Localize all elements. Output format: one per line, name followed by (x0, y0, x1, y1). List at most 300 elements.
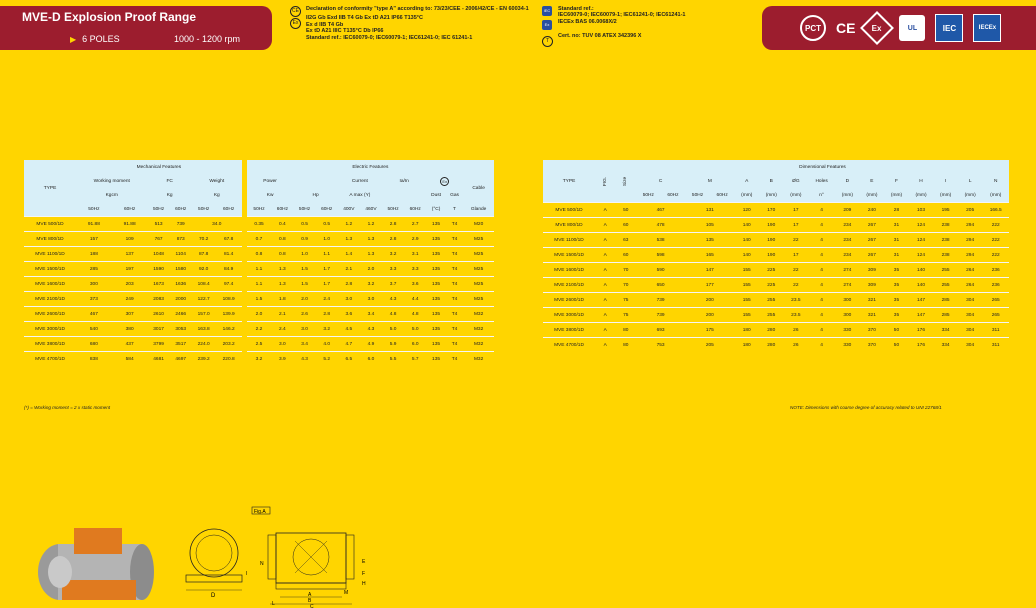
table-cell: 538 (636, 233, 685, 248)
table-cell: 1.2 (338, 217, 360, 232)
table-cell: 2.0 (293, 292, 315, 307)
table-cell: 249 (112, 292, 148, 307)
side-view-cap-right (346, 535, 354, 579)
table-cell: 188 (76, 247, 112, 262)
col-dim-4: ØG (784, 174, 809, 188)
col-fc: FC (148, 174, 192, 188)
table-cell: T4 (446, 232, 463, 247)
table-cell: T4 (446, 307, 463, 322)
table-cell: 1.3 (271, 262, 293, 277)
col-power-kw: Power (244, 174, 293, 188)
col-dim-11: L (958, 174, 983, 188)
table-cell: 166.5 (982, 203, 1009, 218)
table-cell: 190 (759, 233, 784, 248)
table-cell: 0.4 (271, 217, 293, 232)
table-cell: A (595, 263, 615, 278)
table-cell: 70 (615, 278, 636, 293)
table-cell: 3.2 (382, 247, 404, 262)
unit-dim-7: (mm) (860, 188, 885, 203)
cert-left-line: Ex d IIB T4 Gb (306, 21, 344, 28)
table-cell: 3017 (148, 322, 170, 337)
col-dim-5: Holes (808, 174, 835, 188)
terminal-box (74, 528, 122, 554)
table-cell: 81.4 (216, 247, 245, 262)
table-cell: 140 (734, 248, 759, 263)
unit-glande: Glande (463, 202, 494, 217)
table-cell: 380 (112, 322, 148, 337)
table-cell: 437 (112, 337, 148, 352)
table-cell: 3.0 (338, 292, 360, 307)
table-cell: 238 (933, 218, 958, 233)
table-cell: 140 (734, 218, 759, 233)
table-cell: 5.2 (316, 352, 338, 367)
table-cell: 2000 (170, 292, 192, 307)
table-cell: 147 (685, 263, 734, 278)
table-row (24, 352, 494, 367)
table-cell: 311 (982, 338, 1009, 353)
table-cell: 205 (685, 338, 734, 353)
table-row (24, 217, 494, 232)
col-working-moment: Working moment (76, 174, 148, 188)
iec-icon: IEC (542, 6, 552, 16)
cert-mid-line: Cert. no: TUV 08 ATEX 342396 X (558, 33, 642, 40)
table-cell: 222 (982, 218, 1009, 233)
table-cell: 584 (112, 352, 148, 367)
table-cell: 3517 (170, 337, 192, 352)
table-cell: 234 (835, 233, 860, 248)
table-cell: 4.3 (360, 322, 382, 337)
size-label: Size (623, 176, 629, 186)
dimensional-table (543, 160, 1009, 352)
table-cell: 373 (76, 292, 112, 307)
dim-label-d: D (211, 593, 216, 599)
col-cable: Cable (463, 174, 494, 202)
table-cell: 540 (76, 322, 112, 337)
table-row (24, 277, 494, 292)
unit-hp: Hp (293, 188, 337, 202)
table-row (543, 218, 1009, 233)
ex-logo-text: Ex (872, 23, 883, 33)
hz-label: 50Hz (382, 202, 404, 217)
type-cell: MVE 500/1D (543, 203, 595, 218)
table-cell: 22 (784, 263, 809, 278)
type-cell: MVE 4700/1D (543, 338, 595, 353)
table-cell: 140 (909, 278, 934, 293)
electric-mechanical-table (24, 160, 494, 366)
type-cell: MVE 800/1D (24, 232, 76, 247)
table-cell: 203.2 (216, 337, 245, 352)
table-cell: 92.0 (192, 262, 216, 277)
table-cell: 2.2 (244, 322, 271, 337)
type-cell: MVE 2600/1D (543, 293, 595, 308)
table-cell: 135 (426, 277, 446, 292)
unit-iain-blank (382, 188, 426, 202)
table-cell: 80 (615, 338, 636, 353)
table-cell: 3.7 (382, 277, 404, 292)
table-cell: 234 (835, 248, 860, 263)
table-cell: 140 (909, 263, 934, 278)
table-cell: 147 (909, 293, 934, 308)
table-cell: 135 (685, 233, 734, 248)
table-cell: 1.5 (244, 292, 271, 307)
technical-drawing (180, 505, 380, 608)
table-cell: 203 (112, 277, 148, 292)
table-cell: 2.9 (404, 232, 426, 247)
table-cell: 294 (958, 248, 983, 263)
table-cell: 157 (76, 232, 112, 247)
unit-dim-4: (mm) (784, 188, 809, 203)
table-cell: 222 (982, 233, 1009, 248)
table-cell: M32 (463, 337, 494, 352)
col-dim-1: M (685, 174, 734, 188)
hz-label: 60Hz (316, 202, 338, 217)
table-cell: 137 (112, 247, 148, 262)
dim-label-e: E (362, 559, 366, 565)
table-cell: 0.9 (293, 232, 315, 247)
table-cell: A (595, 233, 615, 248)
hz-label: 60Hz (661, 188, 686, 203)
front-view-inner (196, 535, 232, 571)
table-cell: T4 (446, 247, 463, 262)
table-cell: 236 (982, 278, 1009, 293)
table-cell: 75 (615, 293, 636, 308)
unit-dim-11: (mm) (958, 188, 983, 203)
table-cell: 205 (958, 203, 983, 218)
table-cell: 91.88 (76, 217, 112, 232)
cert-left-line: Ex tD A21 IIIC T135°C Db IP66 (306, 28, 384, 35)
table-cell: 4.3 (293, 352, 315, 367)
table-cell: 222 (982, 248, 1009, 263)
col-ex (426, 174, 463, 188)
table-cell: M25 (463, 247, 494, 262)
table-cell: 2.6 (293, 307, 315, 322)
table-cell: 304 (958, 338, 983, 353)
table-cell: 31 (884, 218, 909, 233)
table-cell: 67.8 (216, 232, 245, 247)
table-cell: 155 (734, 263, 759, 278)
table-cell: 109 (112, 232, 148, 247)
table-cell: 165 (685, 248, 734, 263)
table-cell: 1104 (170, 247, 192, 262)
table-cell: 31 (884, 248, 909, 263)
col-dim-2: A (734, 174, 759, 188)
hz-label: 60Hz (710, 188, 735, 203)
cert-left-line: Declaration of conformity "type A" according to: 73/23/CEE - 2006/42/CE - EN 60034-1 (306, 6, 529, 12)
table-cell: M32 (463, 322, 494, 337)
table-cell: M25 (463, 292, 494, 307)
table-cell: 1590 (148, 262, 170, 277)
table-cell: 4.4 (404, 292, 426, 307)
table-cell: 176 (909, 338, 934, 353)
type-cell: MVE 1100/1D (24, 247, 76, 262)
table-cell: 4.3 (382, 292, 404, 307)
table-cell: 22 (784, 278, 809, 293)
table-cell: 195 (933, 203, 958, 218)
table-cell: 2.8 (338, 277, 360, 292)
table-cell: 177 (685, 278, 734, 293)
table-cell: 70.2 (192, 232, 216, 247)
table-cell: 31 (884, 233, 909, 248)
type-cell: MVE 3800/1D (24, 337, 76, 352)
table-cell: 265 (982, 308, 1009, 323)
type-cell: MVE 1600/1D (543, 263, 595, 278)
table-cell: 3.4 (293, 337, 315, 352)
table-cell: 3.9 (271, 352, 293, 367)
table-row (543, 338, 1009, 353)
table-row (543, 308, 1009, 323)
table-cell: 155 (734, 308, 759, 323)
table-cell: 35 (884, 308, 909, 323)
type-cell: MVE 1500/1D (24, 262, 76, 277)
table-cell: 23.5 (784, 293, 809, 308)
table-cell: 4.8 (404, 307, 426, 322)
type-cell: MVE 3000/1D (543, 308, 595, 323)
table-cell: 175 (685, 323, 734, 338)
table-cell: 3.1 (404, 247, 426, 262)
cert-mid-line: IECEx BAS 06.0068X/2 (558, 18, 617, 25)
table-cell: 753 (636, 338, 685, 353)
table-cell: M20 (463, 217, 494, 232)
ex-mark-icon: Ex (290, 18, 301, 29)
table-cell: 157.0 (192, 307, 216, 322)
tuv-icon: T (542, 36, 553, 47)
table-cell: 311 (982, 323, 1009, 338)
table-cell: 234 (835, 218, 860, 233)
table-cell: 122.7 (192, 292, 216, 307)
table-cell: 139.9 (216, 307, 245, 322)
table-row (543, 293, 1009, 308)
table-cell: 70 (615, 263, 636, 278)
table-cell: 309 (860, 263, 885, 278)
col-type: TYPE (24, 160, 76, 217)
type-cell: MVE 2600/1D (24, 307, 76, 322)
table-cell: 2610 (148, 307, 170, 322)
table-row (543, 233, 1009, 248)
table-cell: 35 (884, 278, 909, 293)
table-cell: 26 (784, 323, 809, 338)
col-type: TYPE (543, 160, 595, 203)
cert-mid-line: Standard ref.: (558, 6, 594, 12)
table-cell: 285 (76, 262, 112, 277)
table-cell: 330 (835, 338, 860, 353)
table-cell: 239.2 (192, 352, 216, 367)
cert-mid-block (558, 6, 758, 40)
table-cell: 50 (884, 323, 909, 338)
col-current: Current (338, 174, 382, 188)
dim-label-h: H (362, 581, 366, 587)
poles-text: 6 POLES (82, 34, 120, 44)
cert-logos (800, 14, 1001, 42)
table-cell: 84.9 (216, 262, 245, 277)
table-cell: 321 (860, 308, 885, 323)
table-cell: 5.9 (382, 337, 404, 352)
table-cell: M32 (463, 352, 494, 367)
table-cell: 147 (909, 308, 934, 323)
table-cell: 285 (933, 308, 958, 323)
table-cell: A (595, 218, 615, 233)
volt-label: 400V (338, 202, 360, 217)
table-cell: 120 (734, 203, 759, 218)
hz-label: 60Hz (271, 202, 293, 217)
unit-dim-5: n° (808, 188, 835, 203)
table-cell: 80 (615, 323, 636, 338)
hz-label: 50Hz (76, 202, 112, 217)
table-cell: M32 (463, 307, 494, 322)
page-title: MVE-D Explosion Proof Range (22, 10, 197, 24)
table-cell: 1.1 (316, 247, 338, 262)
hz-label: 60Hz (216, 202, 245, 217)
table-cell: 140 (734, 233, 759, 248)
unit-dust: Dust (426, 188, 446, 202)
table-cell: 1.5 (293, 262, 315, 277)
table-cell: 135 (426, 337, 446, 352)
table-cell: 467 (636, 203, 685, 218)
table-cell: 23.5 (784, 308, 809, 323)
table-cell: 4 (808, 323, 835, 338)
table-cell: 1.1 (244, 262, 271, 277)
unit-dim-3: (mm) (759, 188, 784, 203)
table-cell: 0.8 (271, 247, 293, 262)
table-cell: T4 (446, 337, 463, 352)
table-cell: 135 (426, 322, 446, 337)
col-dim-6: D (835, 174, 860, 188)
table-cell: 97.4 (216, 277, 245, 292)
ce-logo-icon: CE (836, 20, 856, 36)
cert-left-line: II2G Gb Exd IIB T4 Gb Ex tD A21 IP66 T135°C (306, 15, 423, 22)
type-cell: MVE 2100/1D (24, 292, 76, 307)
table-cell: 91.88 (112, 217, 148, 232)
table-cell: 739 (636, 308, 685, 323)
table-cell: 304 (958, 293, 983, 308)
table-cell: 0.8 (244, 247, 271, 262)
table-cell: 2.4 (316, 292, 338, 307)
col-iain: Ia/In (382, 174, 426, 188)
ex-icon: Ex (440, 177, 449, 186)
table-cell: 1.0 (293, 247, 315, 262)
table-cell: 135 (426, 247, 446, 262)
table-cell: T4 (446, 292, 463, 307)
table-cell: 22 (784, 233, 809, 248)
table-cell: 274 (835, 263, 860, 278)
unit-kgcm: Kgcm (76, 188, 148, 202)
table-cell: 146.2 (216, 322, 245, 337)
table-cell: 370 (860, 323, 885, 338)
table-cell: 4697 (170, 352, 192, 367)
table-cell: 274 (835, 278, 860, 293)
table-cell: M25 (463, 262, 494, 277)
table-cell: 135 (426, 292, 446, 307)
table-cell: 108.9 (216, 292, 245, 307)
table-cell: 1.3 (271, 277, 293, 292)
table-cell: 4.9 (360, 337, 382, 352)
table-cell: 1.5 (293, 277, 315, 292)
table-cell: 1580 (170, 262, 192, 277)
dim-label-f: F (362, 571, 366, 577)
table-cell: 264 (958, 278, 983, 293)
table-cell: 330 (835, 323, 860, 338)
table-cell: 294 (958, 218, 983, 233)
table-cell: 2466 (170, 307, 192, 322)
table-cell: 4.7 (338, 337, 360, 352)
unit-dim-6: (mm) (835, 188, 860, 203)
table-cell: 103 (909, 203, 934, 218)
table-cell: 4 (808, 248, 835, 263)
ex-logo-icon (860, 11, 894, 45)
table-cell: 1048 (148, 247, 170, 262)
type-cell: MVE 1500/1D (543, 248, 595, 263)
table-cell: 4681 (148, 352, 170, 367)
table-cell: 650 (636, 278, 685, 293)
dim-label-n: N (260, 561, 264, 567)
table-cell: 124 (909, 233, 934, 248)
rpm-label: 1000 - 1200 rpm (174, 34, 241, 44)
table-row (543, 248, 1009, 263)
table-cell: 35 (884, 263, 909, 278)
table-cell: 209 (835, 203, 860, 218)
table-cell: 304 (958, 323, 983, 338)
table-cell: T4 (446, 352, 463, 367)
table-cell: 838 (76, 352, 112, 367)
table-cell: 87.8 (192, 247, 216, 262)
table-cell: 285 (933, 293, 958, 308)
table-cell: 478 (636, 218, 685, 233)
table-cell: 309 (860, 278, 885, 293)
table-cell: 155 (734, 278, 759, 293)
table-cell: M25 (463, 232, 494, 247)
iecex-icon: Ex (542, 20, 552, 30)
table-cell: A (595, 308, 615, 323)
table-cell: 307 (112, 307, 148, 322)
table-cell: 225 (759, 278, 784, 293)
table-cell: 3.0 (293, 322, 315, 337)
side-view-cap-left (268, 535, 276, 579)
cert-mid-line: IEC60079-0; IEC60079-1; IEC61241-0; IEC61241-1 (558, 12, 686, 19)
table-cell: 238 (933, 233, 958, 248)
table-cell: 3.2 (360, 277, 382, 292)
table-cell: 180 (734, 323, 759, 338)
table-cell: A (595, 248, 615, 263)
table-cell: 4 (808, 263, 835, 278)
type-cell: MVE 500/1D (24, 217, 76, 232)
table-cell: 135 (426, 232, 446, 247)
table-cell: 236 (982, 263, 1009, 278)
table-cell: A (595, 293, 615, 308)
table-cell: 280 (759, 323, 784, 338)
table-cell: 105 (685, 218, 734, 233)
type-cell: MVE 1600/1D (24, 277, 76, 292)
unit-dim-10: (mm) (933, 188, 958, 203)
table-cell: 1.8 (271, 292, 293, 307)
table-cell: 4 (808, 278, 835, 293)
table-cell: 50 (615, 203, 636, 218)
cert-left-block (306, 6, 536, 41)
table-cell: 370 (860, 338, 885, 353)
table-cell: 255 (759, 293, 784, 308)
table-cell: 34.0 (192, 217, 244, 232)
ce-mark-icon: CE (290, 6, 301, 17)
table-row (24, 307, 494, 322)
hz-label: 50Hz (685, 188, 710, 203)
table-cell: 1.3 (360, 232, 382, 247)
table-cell: 2.0 (244, 307, 271, 322)
unit-dim-8: (mm) (884, 188, 909, 203)
table-cell: 3053 (170, 322, 192, 337)
col-dim-9: H (909, 174, 934, 188)
table-cell: 2.7 (404, 217, 426, 232)
col-dim-8: F (884, 174, 909, 188)
table-cell: 3.6 (338, 307, 360, 322)
table-cell: 267 (860, 248, 885, 263)
